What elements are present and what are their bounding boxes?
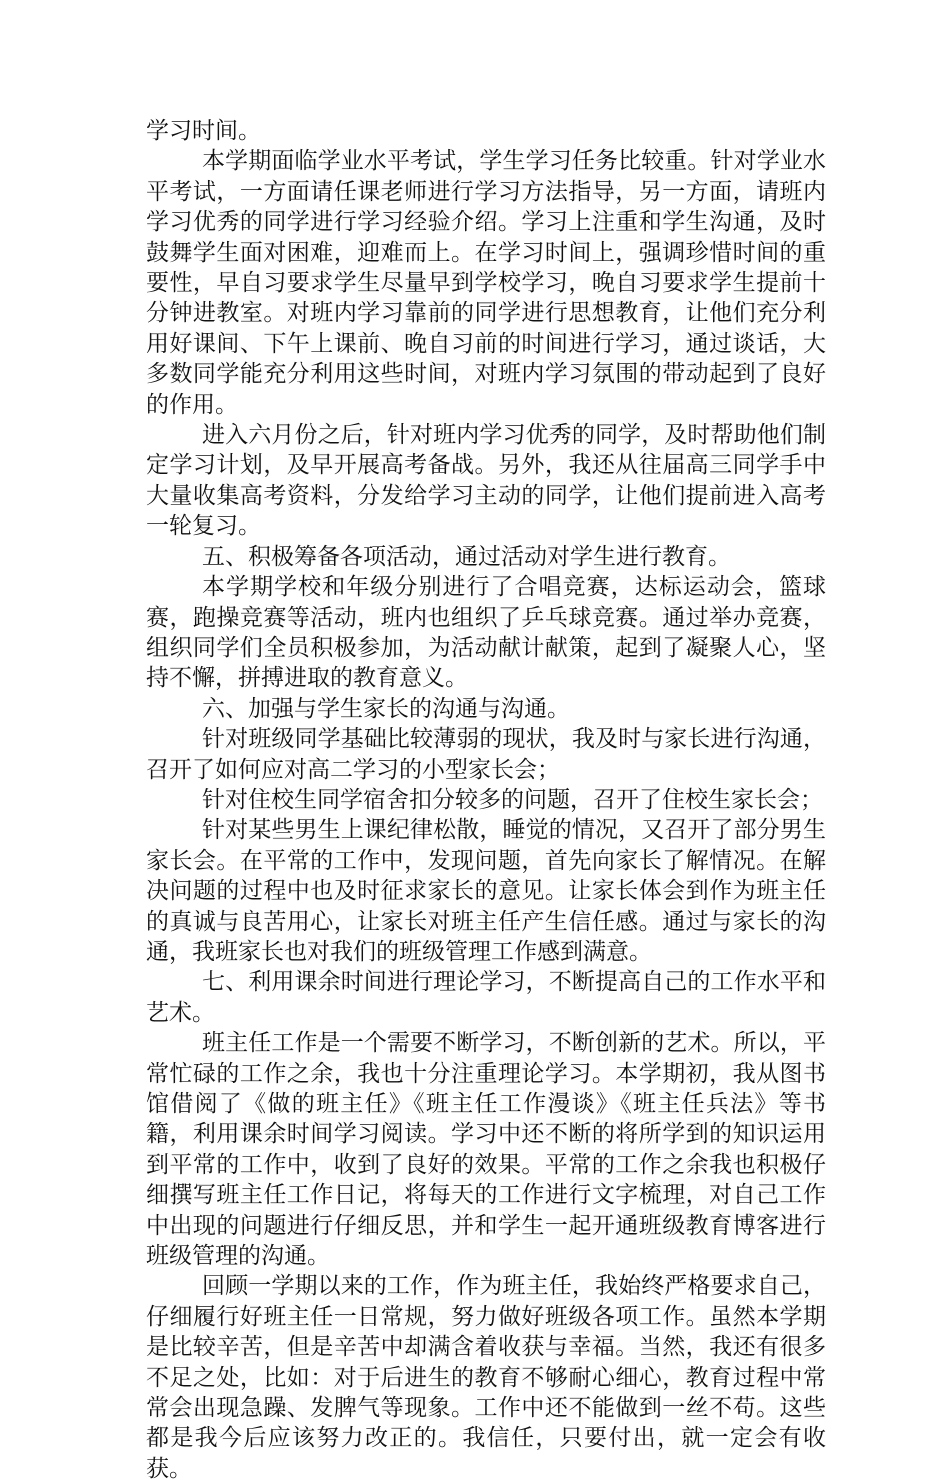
- paragraph-exam-preparation: 本学期面临学业水平考试，学生学习任务比较重。针对学业水平考试，一方面请任课老师进行学习方法指导，另一方面，请班内学习优秀的同学进行学习经验介绍。学习上注重和学生沟通，及时鼓舞学生面对困难，迎难而上。在学习时间上，强调珍惜时间的重要性，早自习要求学生尽量早到学校学习，晚自习要求学生提前十分钟进教室。对班内学习靠前的同学进行思想教育，让他们充分利用好课间、下午上课前、晚自习前的时间进行学习，通过谈话，大多数同学能充分利用这些时间，对班内学习氛围的带动起到了良好的作用。: [146, 148, 826, 418]
- paragraph-june-plan: 进入六月份之后，针对班内学习优秀的同学，及时帮助他们制定学习计划，及早开展高考备战。另外，我还从往届高三同学手中大量收集高考资料，分发给学习主动的同学，让他们提前进入高考一轮复习。: [146, 422, 826, 540]
- paragraph-parent-meeting-1: 针对班级同学基础比较薄弱的现状，我及时与家长进行沟通，召开了如何应对高二学习的小型家长会；: [146, 726, 826, 783]
- paragraph-competitions: 本学期学校和年级分别进行了合唱竞赛，达标运动会，篮球赛，跑操竞赛等活动，班内也组织了乒乓球竞赛。通过举办竞赛，组织同学们全员积极参加，为活动献计献策，起到了凝聚人心，坚持不懈，拼搏进取的教育意义。: [146, 574, 826, 692]
- document-body: [146, 116, 826, 1484]
- section-heading-study: 七、利用课余时间进行理论学习，不断提高自己的工作水平和艺术。: [146, 969, 826, 1026]
- paragraph-continuation: 学习时间。: [146, 118, 261, 144]
- paragraph-parent-meeting-2: 针对住校生同学宿舍扣分较多的问题，召开了住校生家长会；: [202, 786, 823, 813]
- section-heading-activities: 五、积极筹备各项活动，通过活动对学生进行教育。: [202, 543, 731, 570]
- paragraph-parent-meeting-3: 针对某些男生上课纪律松散，睡觉的情况，又召开了部分男生家长会。在平常的工作中，发现问题，首先向家长了解情况。在解决问题的过程中也及时征求家长的意见。让家长体会到作为班主任的真诚与良苦用心，让家长对班主任产生信任感。通过与家长的沟通，我班家长也对我们的班级管理工作感到满意。: [146, 817, 826, 965]
- paragraph-theory-study: 班主任工作是一个需要不断学习，不断创新的艺术。所以，平常忙碌的工作之余，我也十分注重理论学习。本学期初，我从图书馆借阅了《做的班主任》《班主任工作漫谈》《班主任兵法》等书籍，利用课余时间学习阅读。学习中还不断的将所学到的知识运用到平常的工作中，收到了良好的效果。平常的工作之余我也积极仔细撰写班主任工作日记，将每天的工作进行文字梳理，对自己工作中出现的问题进行仔细反思，并和学生一起开通班级教育博客进行班级管理的沟通。: [146, 1030, 826, 1270]
- section-heading-parents: 六、加强与学生家长的沟通与沟通。: [202, 695, 570, 722]
- paragraph-summary: 回顾一学期以来的工作，作为班主任，我始终严格要求自己，仔细履行好班主任一日常规，努力做好班级各项工作。虽然本学期是比较辛苦，但是辛苦中却满含着收获与幸福。当然，我还有很多不足之处，比如：对于后进生的教育不够耐心细心，教育过程中常常会出现急躁、发脾气等现象。工作中还不能做到一丝不苟。这些都是我今后应该努力改正的。我信任，只要付出，就一定会有收获。: [146, 1273, 826, 1482]
